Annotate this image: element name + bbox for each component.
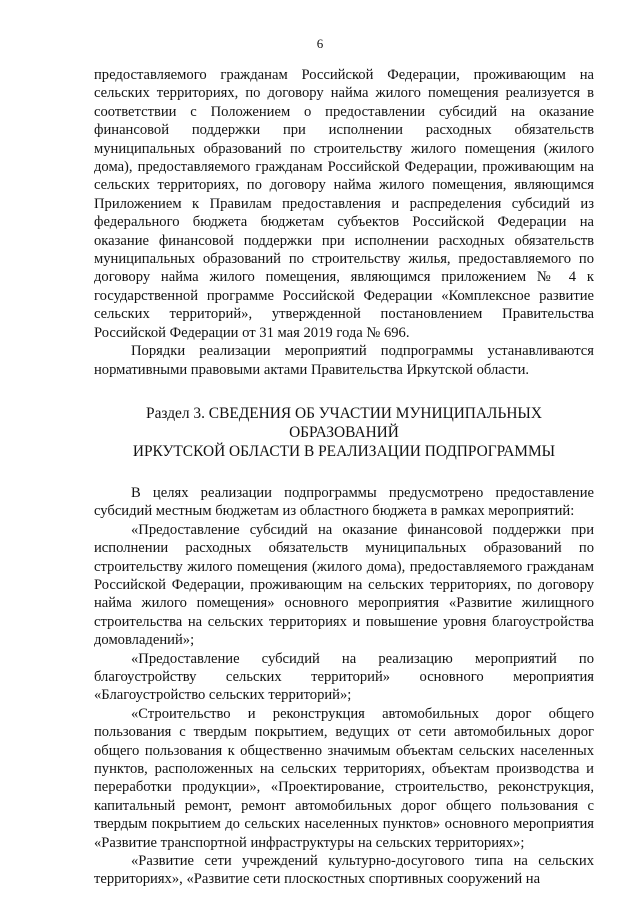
paragraph-landscaping-subsidy: «Предоставление субсидий на реализацию мероприятий по благоустройству сельских территорий» основного мероприятия «Благоустройство сельских территорий»; <box>94 650 594 704</box>
paragraph-procedures: Порядки реализации мероприятий подпрограммы устанавливаются нормативными правовыми актами Правительства Иркутской области. <box>94 343 594 378</box>
section-heading-line-1: Раздел 3. СВЕДЕНИЯ ОБ УЧАСТИИ МУНИЦИПАЛЬНЫХ ОБРАЗОВАНИЙ <box>146 404 542 441</box>
section-heading-line-2: ИРКУТСКОЙ ОБЛАСТИ В РЕАЛИЗАЦИИ ПОДПРОГРАММЫ <box>132 442 556 460</box>
paragraph-intro: В целях реализации подпрограммы предусмотрено предоставление субсидий местным бюджетам из областного бюджета в рамках мероприятий: <box>94 484 594 520</box>
section-heading <box>94 404 594 461</box>
paragraph-housing-subsidy: «Предоставление субсидий на оказание финансовой поддержки при исполнении расходных обязательств муниципальных образований по строительству жилого помещения (жилого дома), предоставляемого гражданам Российской Федерации, проживающим на сельских территориях, по договору найма жилого помещения» основного мероприятия «Развитие жилищного строительства на сельских территориях и повышение уровня благоустройства домовладений»; <box>94 521 594 649</box>
page-number: 6 <box>316 36 324 51</box>
paragraph-culture-sport: «Развитие сети учреждений культурно-досугового типа на сельских территориях», «Развитие сети плоскостных спортивных сооружений на <box>94 853 594 888</box>
paragraph-roads: «Строительство и реконструкция автомобильных дорог общего пользования с твердым покрытием, ведущих от сети автомобильных дорог общего пользования к общественно значимым объектам сельских населенных пунктов, расположенных на сельских территориях, объектам производства и переработки продукции», «Проектирование, строительство, реконструкция, капитальный ремонт, ремонт автомобильных дорог общего пользования с твердым покрытием до сельских населенных пунктов» основного мероприятия «Развитие транспортной инфраструктуры на сельских территориях»; <box>94 705 594 851</box>
paragraph-continuation: предоставляемого гражданам Российской Федерации, проживающим на сельских территориях, по договору найма жилого помещения реализуется в соответствии с Положением о предоставлении субсидий на оказание финансовой поддержки при исполнении расходных обязательств муниципальных образований по строительству жилого помещения (жилого дома), предоставляемого гражданам Российской Федерации, проживающим на сельских территориях, по договору найма жилого помещения, являющимся Приложением к Правилам предоставления и распределения субсидий из федерального бюджета бюджетам субъектов Российской Федерации на оказание финансовой поддержки при исполнении расходных обязательств муниципальных образований по строительству жилья, предоставляемого по договору найма жилого помещения, являющимся приложением № 4 к государственной программе Российской Федерации «Комплексное развитие сельских территорий», утвержденной постановлением Правительства Российской Федерации от 31 мая 2019 года № 696. <box>94 67 594 341</box>
document-body <box>94 66 594 889</box>
